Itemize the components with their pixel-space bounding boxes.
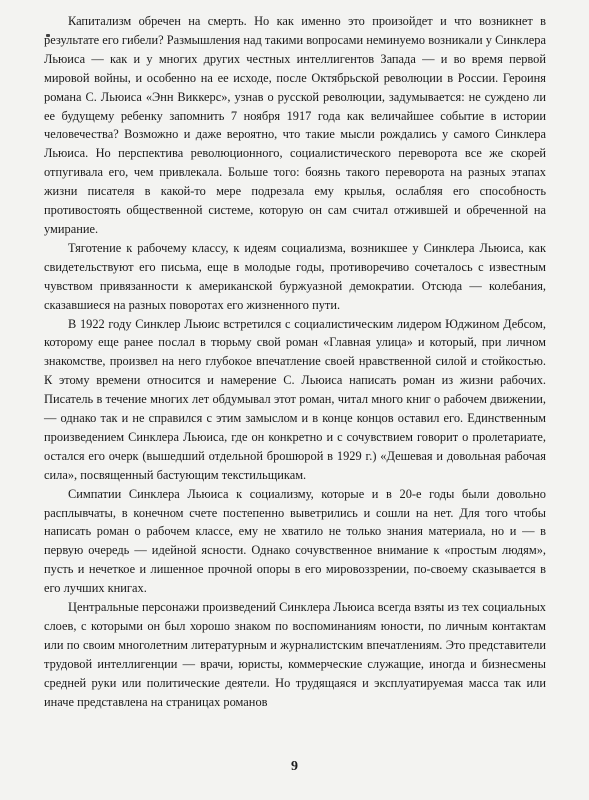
paragraph-5: Центральные персонажи произведений Синклера Льюиса всегда взяты из тех социальных слоев, с которыми он был хорошо знаком по воспоминаниям юности, по личным контактам или по своим многолетним литературным и журналистским впечатлениям. Это представители трудовой интеллигенции — врачи, юристы, коммерческие служащие, иногда и бизнесмены средней руки или политические деятели. Но трудящаяся и эксплуатируемая масса так или иначе представлена на страницах романов	[44, 600, 546, 709]
page-number: 9	[291, 759, 298, 774]
page-body	[44, 12, 546, 712]
paragraph-1: Капитализм обречен на смерть. Но как именно это произойдет и что возникнет в результате его гибели? Размышления над такими вопросами неминуемо возникали у Синклера Льюиса — как и у многих других честных интеллигентов Запада — и во время первой мировой войны, и особенно на ее исходе, после Октябрьской революции в России. Героиня романа С. Льюиса «Энн Виккерс», узнав о русской революции, задумывается: не суждено ли ее будущему ребенку запомнить 7 ноября 1917 года как величайшее событие в истории человечества? Возможно и даже вероятно, что такие мысли рождались у самого Синклера Льюиса. Но перспектива революционного, социалистического переворота все же скорей отпугивала его, чем привлекала. Больше того: боязнь такого переворота на разных этапах жизни писателя в какой-то мере подрезала ему крылья, ослабляя его способность противостоять общественной системе, которую он сам считал отжившей и обреченной на умирание.	[44, 14, 546, 236]
paragraph-2: Тяготение к рабочему классу, к идеям социализма, возникшее у Синклера Льюиса, как свидетельствуют его письма, еще в молодые годы, противоречиво сочеталось с известным чувством привязанности к американской буржуазной демократии. Отсюда — колебания, сказавшиеся на разных поворотах его жизненного пути.	[44, 240, 546, 312]
paragraph-3: В 1922 году Синклер Льюис встретился с социалистическим лидером Юджином Дебсом, которому еще ранее послал в тюрьму свой роман «Главная улица» и который, при личном знакомстве, произвел на него глубокое впечатление своей нравственной силой и стойкостью. К этому времени относится и намерение С. Льюиса написать роман из жизни рабочих. Писатель в течение многих лет обдумывал этот роман, читал много книг о рабочем движении,— однако так и не справился с этим замыслом и в конце концов оставил его. Единственным произведением Синклера Льюиса, где он конкретно и с сочувствием говорит о пролетариате, остался его очерк (вышедший отдельной брошюрой в 1929 г.) «Дешевая и довольная рабочая сила», посвященный бастующим текстильщикам.	[44, 316, 546, 482]
paragraph-4: Симпатии Синклера Льюиса к социализму, которые и в 20-е годы были довольно расплывчаты, в конечном счете постепенно выветрились и сошли на нет. Для того чтобы написать роман о рабочем классе, ему не хватило не только знания материала, но и — в первую очередь — идейной ясности. Однако сочувственное внимание к «простым людям», пусть и нечеткое и лишенное прочной опоры в его мировоззрении, по-своему сказывается в его лучших книгах.	[44, 486, 546, 596]
